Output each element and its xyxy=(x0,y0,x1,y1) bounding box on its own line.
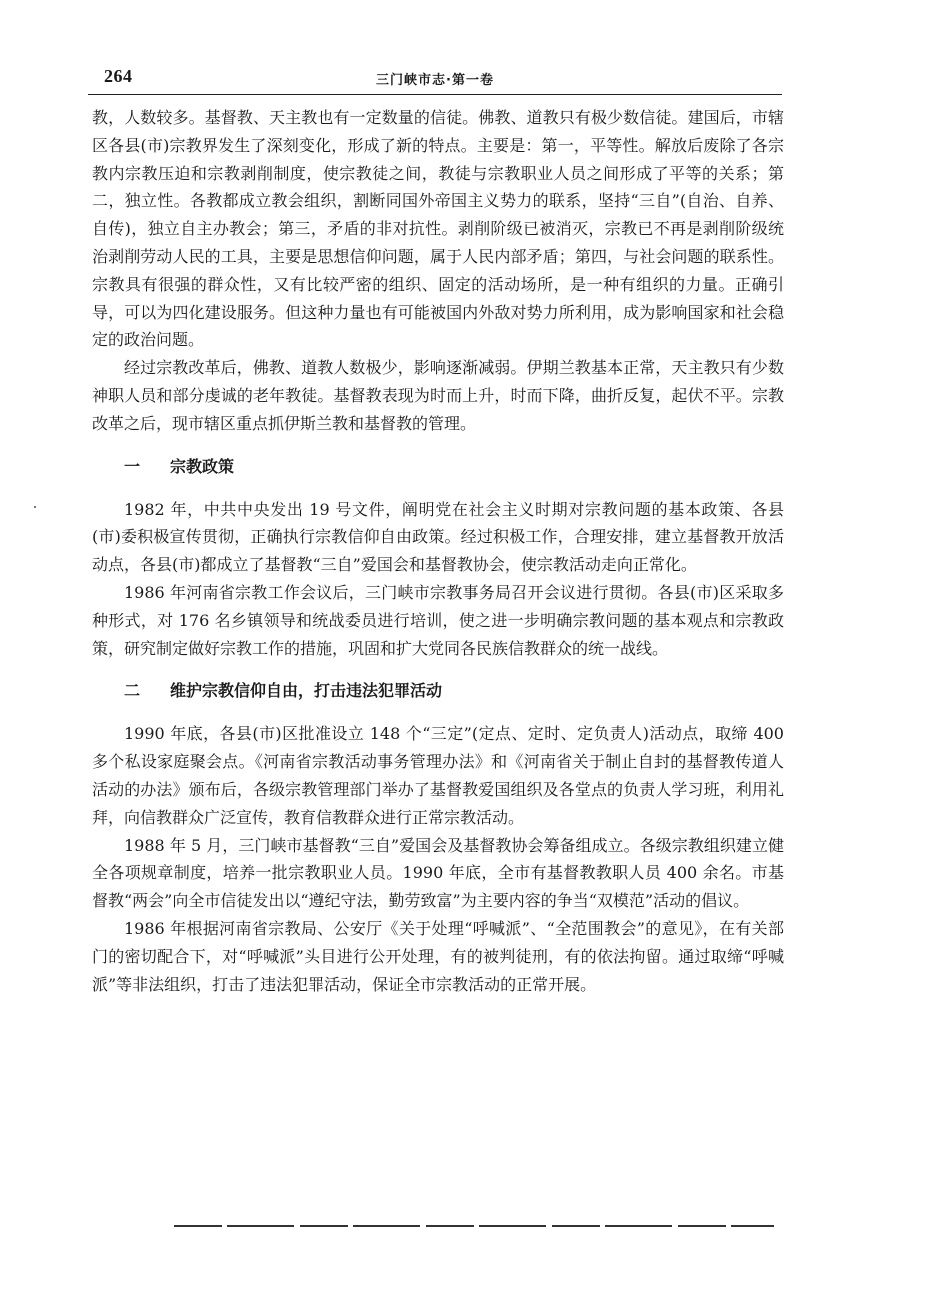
page-number: 264 xyxy=(104,66,133,86)
section-heading xyxy=(92,455,784,479)
paragraph: 1986 年根据河南省宗教局、公安厅《关于处理“呼喊派”、“全范围教会”的意见》，在有关部门的密切配合下，对“呼喊派”头目进行公开处理，有的被判徒刑，有的依法拘留。通过取缔“呼喊派”等非法组织，打击了违法犯罪活动，保证全市宗教活动的正常开展。 xyxy=(92,918,784,994)
section-title: 维护宗教信仰自由，打击违法犯罪活动 xyxy=(170,681,443,701)
paragraph: 1988 年 5 月，三门峡市基督教“三自”爱国会及基督教协会筹备组成立。各级宗教组织建立健全各项规章制度，培养一批宗教职业人员。1990 年底，全市有基督教教职人员 400 余名。市基督教“两会”向全市信徒发出以“遵纪守法，勤劳致富”为主要内容的争当“双模范”活动的倡议。 xyxy=(92,835,784,911)
paragraph: 1982 年，中共中央发出 19 号文件，阐明党在社会主义时期对宗教问题的基本政策、各县(市)委积极宣传贯彻，正确执行宗教信仰自由政策。经过积极工作，合理安排，建立基督教开放活动点，各县(市)都成立了基督教“三自”爱国会和基督教协会，使宗教活动走向正常化。 xyxy=(92,499,784,575)
paragraph: 1990 年底，各县(市)区批准设立 148 个“三定”(定点、定时、定负责人)活动点，取缔 400 多个私设家庭聚会点。《河南省宗教活动事务管理办法》和《河南省关于制止自封的基督教传道人活动的办法》颁布后，各级宗教管理部门举办了基督教爱国组织及各堂点的负责人学习班，利用礼拜，向信教群众广泛宣传，教育信教群众进行正常宗教活动。 xyxy=(92,724,784,827)
scan-speck xyxy=(34,506,36,508)
section-heading xyxy=(92,679,784,703)
paragraph: 经过宗教改革后，佛教、道教人数极少，影响逐渐减弱。伊期兰教基本正常，天主教只有少数神职人员和部分虔诚的老年教徒。基督教表现为时而上升，时而下降，曲折反复，起伏不平。宗教改革之后，现市辖区重点抓伊斯兰教和基督教的管理。 xyxy=(92,358,784,433)
section-title: 宗教政策 xyxy=(170,456,235,476)
running-title: 三门峡市志·第一卷 xyxy=(376,73,494,88)
page-body xyxy=(92,104,784,998)
paragraph: 1986 年河南省宗教工作会议后，三门峡市宗教事务局召开会议进行贯彻。各县(市)区采取多种形式，对 176 名乡镇领导和统战委员进行培训，使之进一步明确宗教问题的基本观点和宗教政策，研究制定做好宗教工作的措施，巩固和扩大党同各民族信教群众的统一战线。 xyxy=(92,582,784,658)
footer-rule xyxy=(174,1225,774,1227)
section-number: 一 xyxy=(124,456,141,476)
page-header xyxy=(88,60,782,95)
paragraph: 教，人数较多。基督教、天主教也有一定数量的信徒。佛教、道教只有极少数信徒。建国后，市辖区各县(市)宗教界发生了深刻变化，形成了新的特点。主要是：第一，平等性。解放后废除了各宗教内宗教压迫和宗教剥削制度，使宗教徒之间，教徒与宗教职业人员之间形成了平等的关系；第二，独立性。各教都成立教会组织，割断同国外帝国主义势力的联系，坚持“三自”(自治、自养、自传)，独立自主办教会；第三，矛盾的非对抗性。剥削阶级已被消灭，宗教已不再是剥削阶级统治剥削劳动人民的工具，主要是思想信仰问题，属于人民内部矛盾；第四，与社会问题的联系性。宗教具有很强的群众性，又有比较严密的组织、固定的活动场所，是一种有组织的力量。正确引导，可以为四化建设服务。但这种力量也有可能被国内外敌对势力所利用，成为影响国家和社会稳定的政治问题。 xyxy=(92,108,784,350)
section-number: 二 xyxy=(124,681,141,701)
